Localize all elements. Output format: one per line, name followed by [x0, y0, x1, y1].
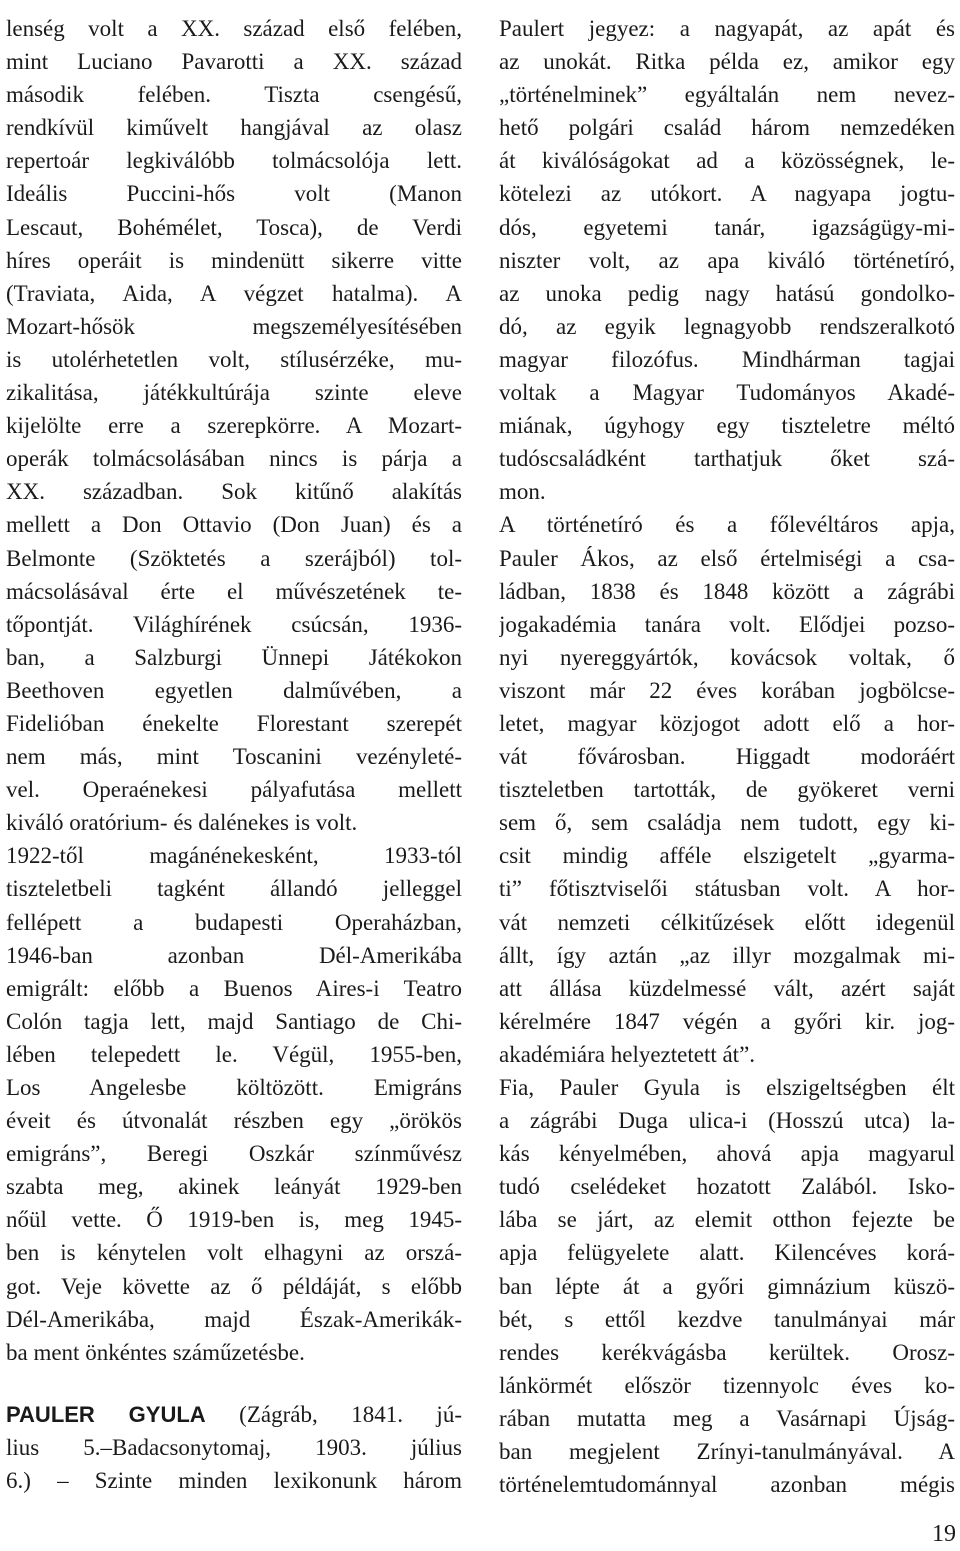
left-column-text-line: operák tolmácsolásában nincs is párja a — [6, 446, 462, 472]
page-number: 19 — [932, 1521, 956, 1547]
left-column-after-heading — [6, 1431, 462, 1497]
left-column-text-line: is utolérhetetlen volt, stílusérzéke, mu- — [6, 346, 462, 372]
biography-heading-line — [6, 1398, 462, 1431]
left-column-text-line: nőül vette. Ő 1919-ben is, meg 1945- — [6, 1207, 462, 1233]
section-gap — [6, 1369, 462, 1398]
left-column-text-line: lius 5.–Badacsonytomaj, 1903. július — [6, 1434, 462, 1460]
left-column-text-line: vel. Operaénekesi pályafutása mellett — [6, 777, 462, 803]
right-column-text-line: dó, az egyik legnagyobb rendszeralkotó — [499, 313, 955, 339]
left-column-text-line: emigrált: előbb a Buenos Aires-i Teatro — [6, 975, 462, 1001]
left-column-text-line: Mozart-hősök megszemélyesítésében — [6, 313, 462, 339]
left-column-text-line: zikalitása, játékkultúrája szinte eleve — [6, 380, 462, 406]
left-column-text-line: ben is kénytelen volt elhagyni az orszá- — [6, 1240, 462, 1266]
right-column-text-line: ládban, 1838 és 1848 között a zágrábi — [499, 578, 955, 604]
left-column-text-line: kijelölte erre a szerepkörre. A Mozart- — [6, 413, 462, 439]
right-column-text-line: történelemtudománnyal azonban mégis — [499, 1472, 955, 1498]
right-column-text-line: dós, egyetemi tanár, igazságügy-mi- — [499, 214, 955, 240]
right-column-text-line: „történelminek” egyáltalán nem nevez- — [499, 82, 955, 108]
left-column-text-line: emigráns”, Beregi Oszkár színművész — [6, 1141, 462, 1167]
biography-heading-name: PAULER GYULA — [6, 1401, 206, 1427]
left-column-text-line: Belmonte (Szöktetés a szerájból) tol- — [6, 545, 462, 571]
left-column-text-line: lében telepedett le. Végül, 1955-ben, — [6, 1041, 462, 1067]
left-column-text-line: Dél-Amerikába, majd Észak-Amerikák- — [6, 1306, 462, 1332]
right-column-text-line: niszter volt, az apa kiváló történetíró, — [499, 247, 955, 273]
right-column-text-line: viszont már 22 éves korában jogbölcse- — [499, 677, 955, 703]
left-column-text-line: (Traviata, Aida, A végzet hatalma). A — [6, 280, 462, 306]
right-column — [499, 12, 955, 1501]
left-column-text-line: éveit és útvonalát részben egy „örökös — [6, 1108, 462, 1134]
left-column-text-line: repertoár legkiválóbb tolmácsolója lett. — [6, 148, 462, 174]
left-column-text-line: Fidelióban énekelte Florestant szerepét — [6, 710, 462, 736]
left-column-text-line: Lescaut, Bohémélet, Tosca), de Verdi — [6, 214, 462, 240]
left-column-text-line: tiszteletbeli tagként állandó jelleggel — [6, 876, 462, 902]
right-column-text-line: kérelmére 1847 végén a győri kir. jog- — [499, 1008, 955, 1034]
right-column-text-line: állt, így aztán „az illyr mozgalmak mi- — [499, 942, 955, 968]
right-column-text-line: rában mutatta meg a Vasárnapi Újság- — [499, 1405, 955, 1431]
right-column-text-line: apja felügyelete alatt. Kilencéves korá- — [499, 1240, 955, 1266]
right-column-text-line: tudóscsaládként tarthatjuk őket szá- — [499, 446, 955, 472]
left-column-text-line: fellépett a budapesti Operaházban, — [6, 909, 462, 935]
left-column-text-line: Los Angelesbe költözött. Emigráns — [6, 1075, 462, 1100]
left-column-text-line: mint Luciano Pavarotti a XX. század — [6, 49, 462, 75]
right-column-text-line: át kiválóságokat ad a közösségnek, le- — [499, 148, 955, 174]
biography-heading-dates: (Zágráb, 1841. jú- — [205, 1401, 462, 1427]
right-column-text-line: hető polgári család három nemzedéken — [499, 115, 955, 141]
right-column-text-line: nyi nyereggyártók, kovácsok voltak, ő — [499, 644, 955, 670]
right-column-text-line: letet, magyar közjogot adott elő a hor- — [499, 710, 955, 736]
left-column-text-line: rendkívül kiművelt hangjával az olasz — [6, 115, 462, 141]
left-column-text-line: tőpontját. Világhírének csúcsán, 1936- — [6, 611, 462, 637]
left-column-text-line: kiváló oratórium- és dalénekes is volt. — [6, 810, 358, 836]
left-column-text-line: 6.) – Szinte minden lexikonunk három — [6, 1468, 462, 1494]
right-column-body — [499, 12, 955, 1501]
left-column-text-line: nem más, mint Toscanini vezényleté- — [6, 744, 462, 770]
right-column-text-line: rendes kerékvágásba kerültek. Orosz- — [499, 1339, 955, 1365]
right-column-text-line: lába se járt, az elemit otthon fejezte be — [499, 1207, 955, 1233]
left-column-text-line: XX. században. Sok kitűnő alakítás — [6, 479, 462, 505]
right-column-text-line: magyar filozófus. Mindhárman tagjai — [499, 346, 955, 372]
right-column-text-line: tudó cselédeket hozatott Zalából. Isko- — [499, 1174, 955, 1200]
left-column-text-line: mácsolásával érte el művészetének te- — [6, 578, 462, 604]
left-column-text-line: lenség volt a XX. század első felében, — [6, 16, 462, 41]
right-column-text-line: vát fővárosban. Higgadt modoráért — [499, 744, 955, 770]
left-column — [6, 12, 462, 1497]
left-column-text-line: mellett a Don Ottavio (Don Juan) és a — [6, 512, 462, 538]
right-column-text-line: ban lépte át a győri gimnázium küszö- — [499, 1273, 955, 1299]
right-column-text-line: A történetíró és a főlevéltáros apja, — [499, 512, 955, 538]
left-column-text-line: 1946-ban azonban Dél-Amerikába — [6, 942, 462, 968]
right-column-text-line: tiszteletben tartották, de gyökeret verni — [499, 777, 955, 803]
right-column-text-line: sem ő, sem családja nem tudott, egy ki- — [499, 810, 955, 836]
left-column-text-line: Ideális Puccini-hős volt (Manon — [6, 181, 462, 207]
left-column-body — [6, 12, 462, 1369]
left-column-text-line: Colón tagja lett, majd Santiago de Chi- — [6, 1008, 462, 1034]
left-column-text-line: szabta meg, akinek leányát 1929-ben — [6, 1174, 462, 1200]
right-column-text-line: Fia, Pauler Gyula is elszigeltségben élt — [499, 1075, 955, 1100]
right-column-text-line: miának, úgyhogy egy tiszteletre méltó — [499, 413, 955, 439]
right-column-text-line: a zágrábi Duga ulica-i (Hosszú utca) la- — [499, 1108, 955, 1134]
right-column-text-line: ban megjelent Zrínyi-tanulmányával. A — [499, 1439, 955, 1465]
right-column-text-line: att állása küzdelmessé vált, azért saját — [499, 975, 955, 1001]
right-column-text-line: lánkörmét először tizennyolc éves ko- — [499, 1372, 955, 1398]
right-column-text-line: Paulert jegyez: a nagyapát, az apát és — [499, 16, 955, 41]
right-column-text-line: az unoka pedig nagy hatású gondolko- — [499, 280, 955, 306]
right-column-text-line: kás kényelmében, ahová apja magyarul — [499, 1141, 955, 1167]
right-column-text-line: voltak a Magyar Tudományos Akadé- — [499, 380, 955, 406]
left-column-text-line: ban, a Salzburgi Ünnepi Játékokon — [6, 644, 462, 670]
right-column-text-line: Pauler Ákos, az első értelmiségi a csa- — [499, 545, 955, 571]
left-column-text-line: got. Veje követte az ő példáját, s előbb — [6, 1273, 462, 1299]
right-column-text-line: ti” főtisztviselői státusban volt. A hor- — [499, 876, 955, 902]
right-column-text-line: kötelezi az utókort. A nagyapa jogtu- — [499, 181, 955, 207]
right-column-text-line: akadémiára helyeztetett át”. — [499, 1041, 756, 1067]
left-column-text-line: híres operáit is mindenütt sikerre vitte — [6, 247, 462, 273]
left-column-text-line: Beethoven egyetlen dalművében, a — [6, 677, 462, 703]
left-column-text-line: ba ment önkéntes száműzetésbe. — [6, 1339, 305, 1365]
right-column-text-line: az unokát. Ritka példa ez, amikor egy — [499, 49, 955, 75]
right-column-text-line: mon. — [499, 479, 546, 505]
right-column-text-line: bét, s ettől kezdve tanulmányai már — [499, 1306, 955, 1332]
right-column-text-line: csit mindig afféle elszigetelt „gyarma- — [499, 843, 955, 869]
left-column-text-line: 1922-től magánénekesként, 1933-tól — [6, 843, 462, 869]
left-column-text-line: második felében. Tiszta csengésű, — [6, 82, 462, 108]
right-column-text-line: jogakadémia tanára volt. Elődjei pozso- — [499, 611, 955, 637]
right-column-text-line: vát nemzeti célkitűzések előtt idegenül — [499, 909, 955, 935]
